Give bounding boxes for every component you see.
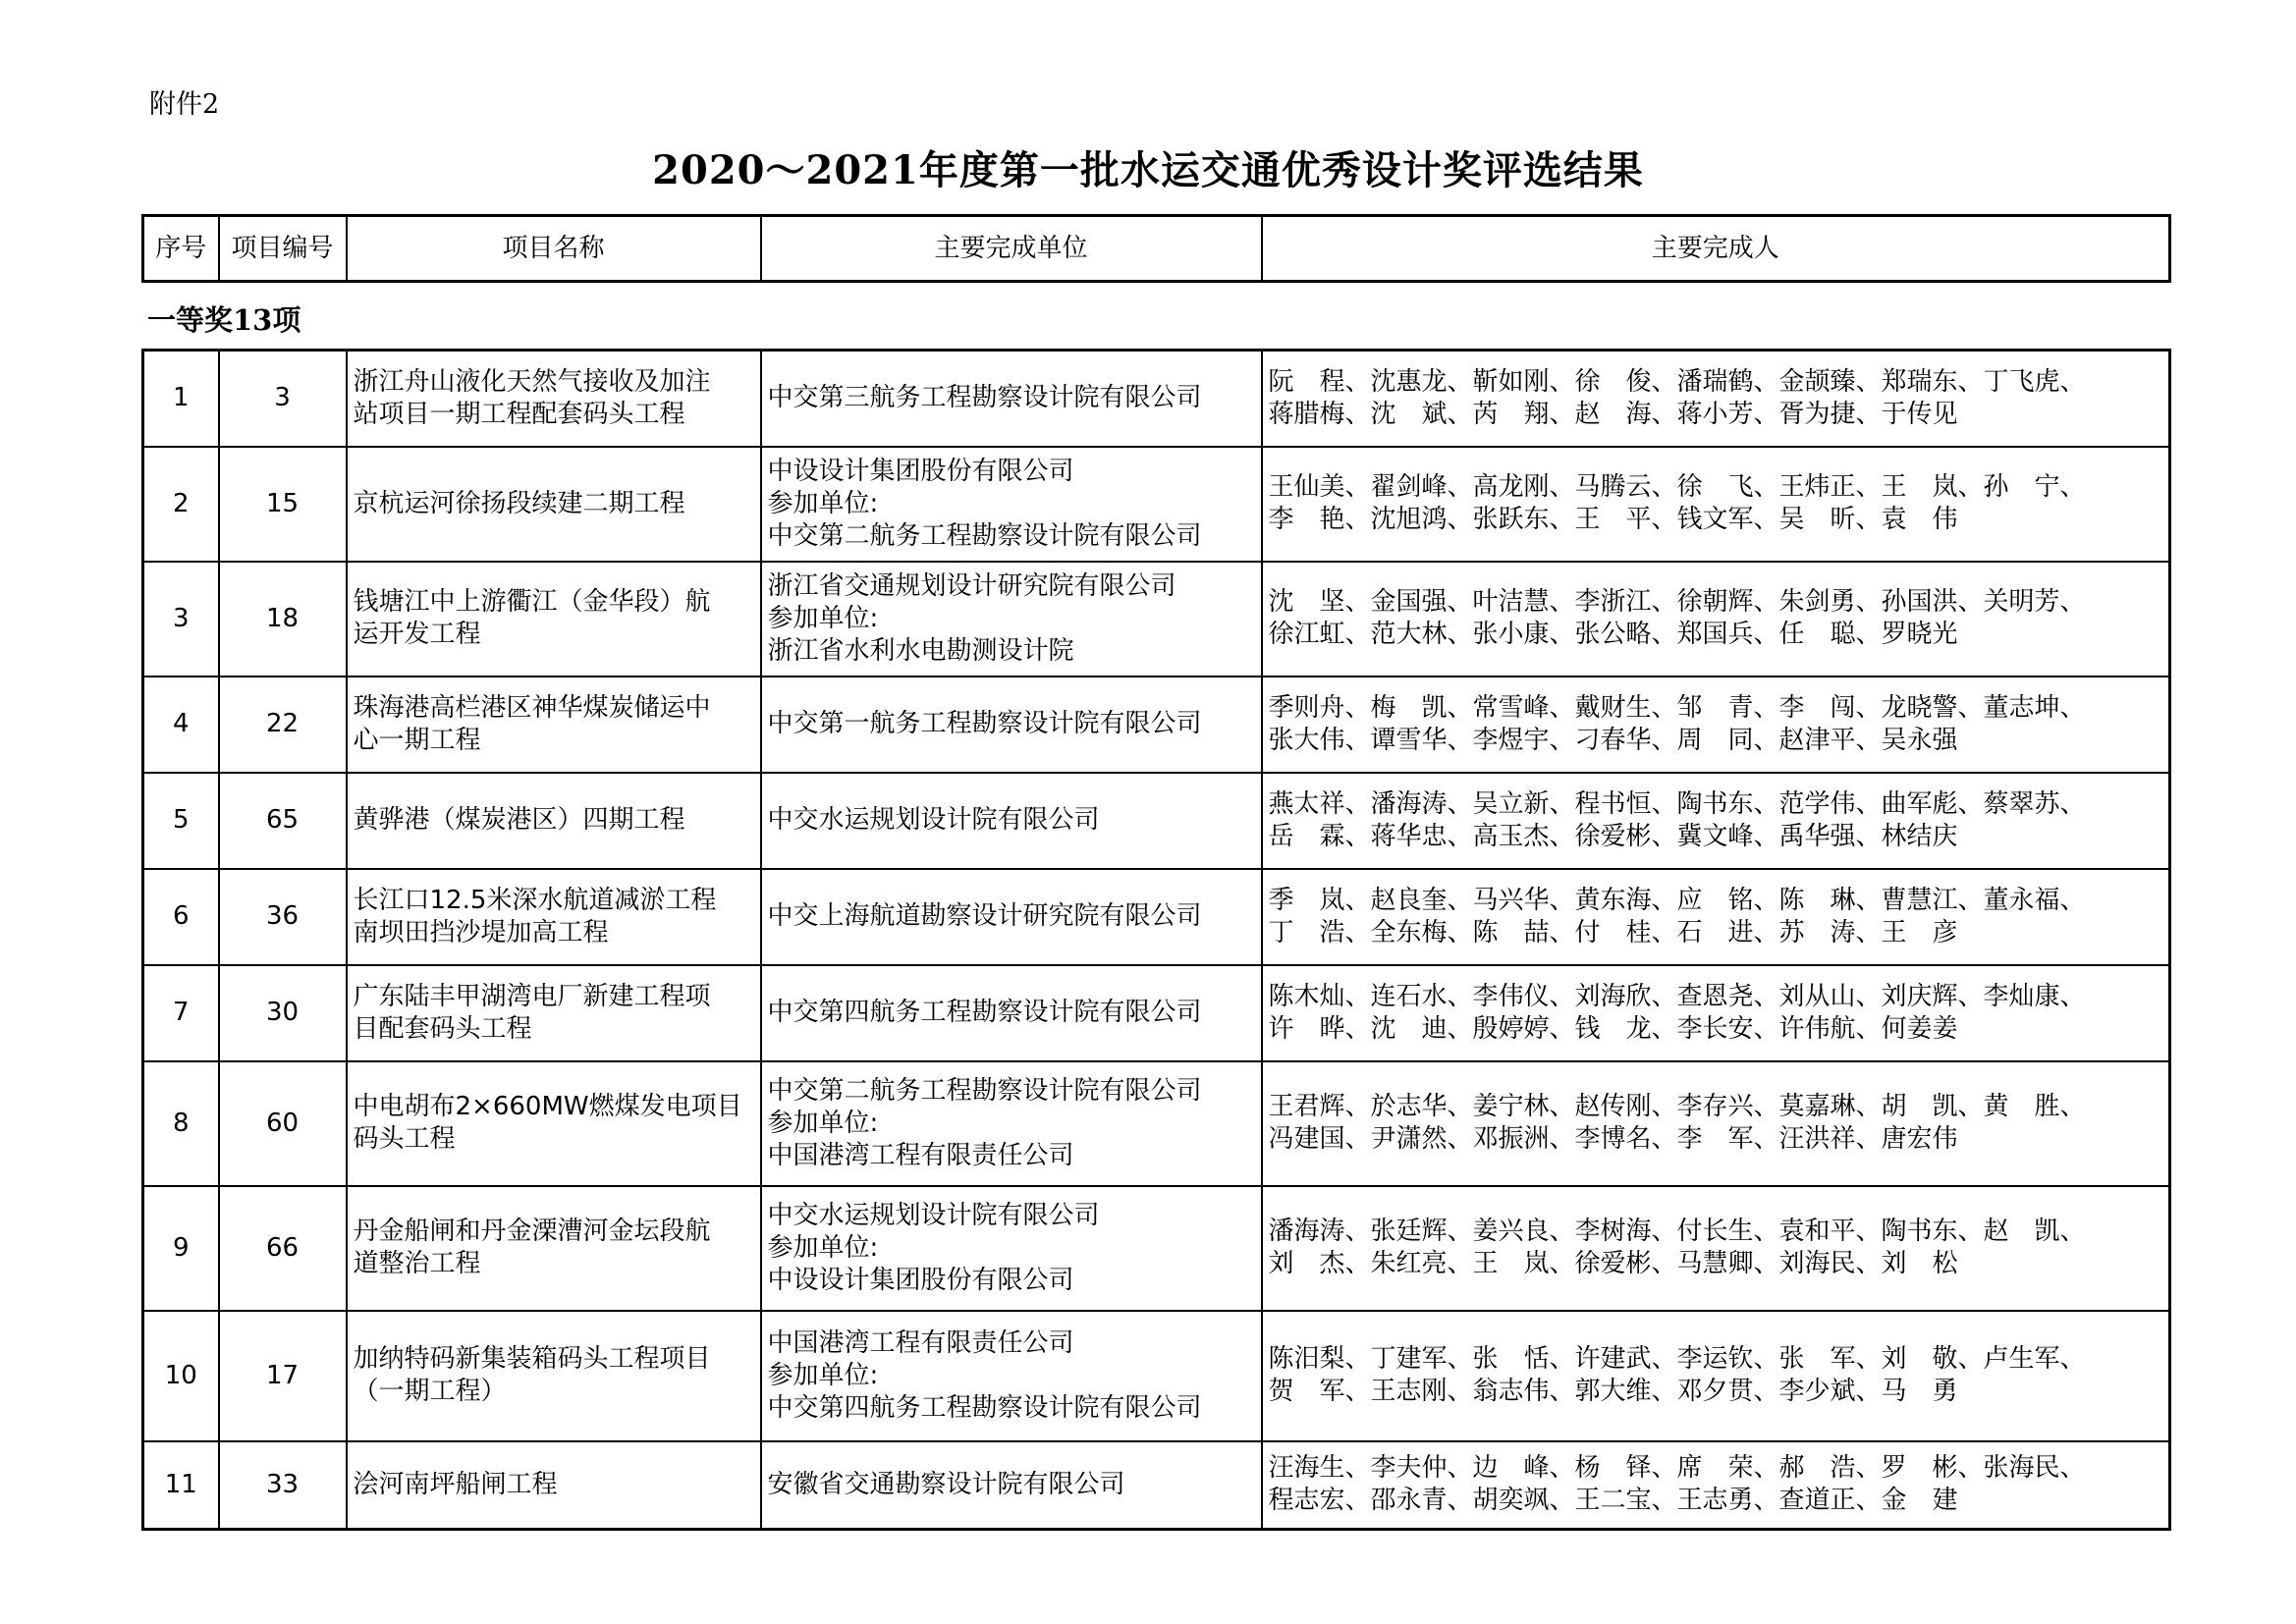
cell-name (347, 773, 761, 869)
unit-line: 中国港湾工程有限责任公司 (767, 1140, 1074, 1170)
cell-name (347, 562, 761, 677)
table-row (143, 773, 2170, 869)
people-line: 许 晔、沈 迪、殷婷婷、钱 龙、李长安、许伟航、何姜姜 (1268, 1013, 1958, 1044)
people-line: 陈木灿、连石水、李伟仪、刘海欣、查恩尧、刘从山、刘庆辉、李灿康、 (1268, 981, 2086, 1011)
name-line: 丹金船闸和丹金溧漕河金坛段航 (353, 1217, 711, 1246)
people-line: 冯建国、尹潇然、邓振洲、李博名、李 军、汪洪祥、唐宏伟 (1268, 1124, 1958, 1154)
people-line: 潘海涛、张廷辉、姜兴良、李树海、付长生、袁和平、陶书东、赵 凯、 (1268, 1217, 2086, 1246)
annex-label: 附件2 (149, 89, 220, 120)
unit-line: 中交水运规划设计院有限公司 (767, 1200, 1100, 1230)
name-line: 黄骅港（煤炭港区）四期工程 (353, 805, 685, 835)
people-line: 阮 程、沈惠龙、靳如刚、徐 俊、潘瑞鹤、金颉臻、郑瑞东、丁飞虎、 (1268, 366, 2086, 397)
people-line: 李 艳、沈旭鸿、张跃东、王 平、钱文军、吴 昕、袁 伟 (1268, 505, 1958, 534)
unit-line: 参加单位: (767, 603, 879, 633)
cell-people (1262, 447, 2170, 562)
name-line: 钱塘江中上游衢江（金华段）航 (353, 587, 711, 617)
cell-unit (761, 1311, 1262, 1441)
cell-name (347, 1186, 761, 1311)
unit-line: 中交第二航务工程勘察设计院有限公司 (767, 1075, 1202, 1106)
unit-line: 中交第一航务工程勘察设计院有限公司 (767, 709, 1202, 738)
table-row (143, 562, 2170, 677)
name-line: 道整治工程 (353, 1249, 481, 1278)
people-line: 贺 军、王志刚、翁志伟、郭大维、邓夕贯、李少斌、马 勇 (1268, 1377, 1958, 1406)
cell-name (347, 1441, 761, 1530)
people-line: 王君辉、於志华、姜宁林、赵传刚、李存兴、莫嘉琳、胡 凯、黄 胜、 (1268, 1092, 2086, 1121)
header-unit: 主要完成单位 (761, 216, 1262, 282)
cell-seq: 10 (143, 1311, 219, 1441)
cell-unit (761, 1441, 1262, 1530)
table-row (143, 351, 2170, 447)
name-line: 心一期工程 (353, 725, 481, 755)
name-line: 运开发工程 (353, 620, 481, 649)
cell-code: 17 (219, 1311, 347, 1441)
people-line: 汪海生、李夫仲、边 峰、杨 铎、席 荣、郝 浩、罗 彬、张海民、 (1268, 1453, 2086, 1484)
people-line: 沈 坚、金国强、叶洁慧、李浙江、徐朝辉、朱剑勇、孙国洪、关明芳、 (1268, 587, 2086, 617)
table-row (143, 1061, 2170, 1186)
unit-line: 参加单位: (767, 1232, 879, 1263)
cell-name (347, 351, 761, 447)
name-line: 广东陆丰甲湖湾电厂新建工程项 (353, 981, 711, 1011)
name-line: （一期工程） (353, 1377, 507, 1406)
unit-line: 中设设计集团股份有限公司 (767, 456, 1074, 486)
people-line: 张大伟、谭雪华、李煜宇、刁春华、周 同、赵津平、吴永强 (1268, 725, 1958, 755)
table-row (143, 677, 2170, 773)
name-line: 加纳特码新集装箱码头工程项目 (353, 1344, 711, 1374)
cell-code: 65 (219, 773, 347, 869)
cell-code: 22 (219, 677, 347, 773)
cell-unit (761, 1186, 1262, 1311)
people-line: 蒋腊梅、沈 斌、芮 翔、赵 海、蒋小芳、胥为捷、于传见 (1268, 399, 1958, 429)
name-line: 站项目一期工程配套码头工程 (353, 399, 685, 429)
name-line: 中电胡布2×660MW燃煤发电项目 (353, 1092, 742, 1121)
unit-line: 中设设计集团股份有限公司 (767, 1265, 1074, 1295)
cell-people (1262, 1311, 2170, 1441)
cell-code: 18 (219, 562, 347, 677)
people-line: 刘 杰、朱红亮、王 岚、徐爱彬、马慧卿、刘海民、刘 松 (1268, 1249, 1958, 1278)
cell-people (1262, 1061, 2170, 1186)
cell-code: 66 (219, 1186, 347, 1311)
cell-people (1262, 351, 2170, 447)
table-row (143, 1441, 2170, 1530)
cell-people (1262, 773, 2170, 869)
people-line: 季则舟、梅 凯、常雪峰、戴财生、邹 青、李 闯、龙晓警、董志坤、 (1268, 692, 2086, 723)
people-line: 季 岚、赵良奎、马兴华、黄东海、应 铭、陈 琳、曹慧江、董永福、 (1268, 885, 2086, 915)
table-row (143, 965, 2170, 1061)
cell-code: 3 (219, 351, 347, 447)
people-line: 丁 浩、全东梅、陈 喆、付 桂、石 进、苏 涛、王 彦 (1268, 917, 1958, 947)
table-row (143, 1186, 2170, 1311)
unit-line: 参加单位: (767, 488, 879, 518)
cell-people (1262, 869, 2170, 965)
unit-line: 安徽省交通勘察设计院有限公司 (767, 1469, 1125, 1499)
cell-unit (761, 1061, 1262, 1186)
unit-line: 中国港湾工程有限责任公司 (767, 1327, 1074, 1358)
cell-people (1262, 562, 2170, 677)
name-line: 珠海港高栏港区神华煤炭储运中 (353, 692, 711, 723)
unit-line: 参加单位: (767, 1108, 879, 1138)
cell-seq: 2 (143, 447, 219, 562)
people-line: 燕太祥、潘海涛、吴立新、程书恒、陶书东、范学伟、曲军彪、蔡翠苏、 (1268, 788, 2086, 819)
cell-seq: 6 (143, 869, 219, 965)
cell-unit (761, 447, 1262, 562)
cell-unit (761, 773, 1262, 869)
cell-seq: 4 (143, 677, 219, 773)
cell-unit (761, 869, 1262, 965)
people-line: 岳 霖、蒋华忠、高玉杰、徐爱彬、冀文峰、禹华强、林结庆 (1268, 821, 1958, 851)
cell-name (347, 1311, 761, 1441)
cell-seq: 5 (143, 773, 219, 869)
cell-unit (761, 965, 1262, 1061)
cell-people (1262, 1186, 2170, 1311)
page-title: 2020～2021年度第一批水运交通优秀设计奖评选结果 (652, 147, 1644, 193)
people-line: 徐江虹、范大林、张小康、张公略、郑国兵、任 聪、罗晓光 (1268, 620, 1958, 649)
name-line: 浙江舟山液化天然气接收及加注 (353, 366, 711, 397)
cell-seq: 3 (143, 562, 219, 677)
header-people: 主要完成人 (1262, 216, 2170, 282)
name-line: 码头工程 (353, 1124, 456, 1154)
header-code: 项目编号 (219, 216, 347, 282)
cell-seq: 9 (143, 1186, 219, 1311)
cell-name (347, 677, 761, 773)
cell-unit (761, 562, 1262, 677)
cell-name (347, 447, 761, 562)
cell-seq: 8 (143, 1061, 219, 1186)
unit-line: 中交第四航务工程勘察设计院有限公司 (767, 998, 1202, 1027)
unit-line: 中交第三航务工程勘察设计院有限公司 (767, 383, 1202, 413)
cell-seq: 1 (143, 351, 219, 447)
cell-people (1262, 677, 2170, 773)
unit-line: 中交上海航道勘察设计研究院有限公司 (767, 901, 1202, 931)
cell-code: 36 (219, 869, 347, 965)
unit-line: 浙江省交通规划设计研究院有限公司 (767, 570, 1176, 601)
award-table (141, 349, 2171, 1531)
header-seq: 序号 (143, 216, 219, 282)
cell-code: 30 (219, 965, 347, 1061)
cell-name (347, 1061, 761, 1186)
people-line: 陈汨梨、丁建军、张 恬、许建武、李运钦、张 军、刘 敬、卢生军、 (1268, 1344, 2086, 1374)
cell-seq: 7 (143, 965, 219, 1061)
section-title: 一等奖13项 (147, 303, 301, 337)
header-table (141, 214, 2171, 283)
unit-line: 中交第二航务工程勘察设计院有限公司 (767, 520, 1202, 551)
cell-unit (761, 351, 1262, 447)
header-row (143, 216, 2170, 282)
cell-code: 60 (219, 1061, 347, 1186)
cell-people (1262, 965, 2170, 1061)
unit-line: 中交第四航务工程勘察设计院有限公司 (767, 1392, 1202, 1423)
unit-line: 参加单位: (767, 1360, 879, 1390)
name-line: 浍河南坪船闸工程 (353, 1469, 558, 1499)
cell-code: 33 (219, 1441, 347, 1530)
cell-code: 15 (219, 447, 347, 562)
header-name: 项目名称 (347, 216, 761, 282)
cell-seq: 11 (143, 1441, 219, 1530)
unit-line: 中交水运规划设计院有限公司 (767, 805, 1100, 835)
name-line: 长江口12.5米深水航道减淤工程 (353, 885, 717, 915)
table-row (143, 869, 2170, 965)
people-line: 王仙美、翟剑峰、高龙刚、马腾云、徐 飞、王炜正、王 岚、孙 宁、 (1268, 472, 2086, 502)
cell-name (347, 965, 761, 1061)
cell-unit (761, 677, 1262, 773)
unit-line: 浙江省水利水电勘测设计院 (767, 635, 1074, 666)
cell-name (347, 869, 761, 965)
table-row (143, 1311, 2170, 1441)
people-line: 程志宏、邵永青、胡奕飒、王二宝、王志勇、查道正、金 建 (1268, 1486, 1958, 1516)
name-line: 南坝田挡沙堤加高工程 (353, 917, 609, 947)
cell-people (1262, 1441, 2170, 1530)
table-row (143, 447, 2170, 562)
name-line: 目配套码头工程 (353, 1013, 532, 1044)
name-line: 京杭运河徐扬段续建二期工程 (353, 488, 685, 518)
